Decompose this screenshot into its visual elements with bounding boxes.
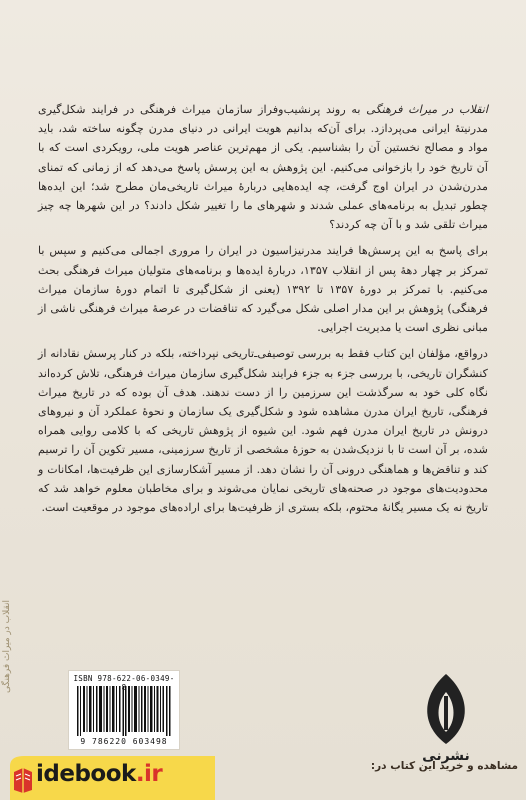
isbn-label: ISBN 978-622-06-0349- bbox=[73, 674, 175, 683]
site-tld: .ir bbox=[135, 761, 163, 787]
banner-cta-text: مشاهده و خرید این کتاب در: bbox=[370, 760, 518, 772]
site-name: idebook bbox=[36, 761, 136, 787]
paragraph-3-text: درواقع، مؤلفان این کتاب فقط به بررسی توصیفی‌ـ‌تاریخی نپرداخته، بلکه در کنار پرسش نقادانه از کنشگران تاریخی، با بررسی جزء به جزء فرایند شکل‌گیری سازمان میراث فرهنگی، تلاش کرده‌اند نگاه کلی خود به سرگذشت این سرزمین را از دست ندهند. هدف آن بوده که در تاریخ میراث فرهنگی، تاریخ ایران مدرن مشاهده شود و شکل‌گیری یک سازمان و نحوهٔ عملکرد آن و نیروهای درونش در تاریخ ایران مدرن فهم شود. این شیوه از پژوهش تاریخی که با کلامی روایی همراه شده، بر آن است تا با نزدیک‌شدن به حوزهٔ مشخصی از تاریخ سرزمینی، مسیر تکوین آن را ترسیم کند و تناقض‌ها و هماهنگی درونی آن را نشان دهد. از مسیر آشکارسازی این ظرفیت‌ها، امکانات و محدودیت‌های موجود در صحنه‌های تاریخی نمایان می‌شوند و برای مخاطبان معلوم خواهد شد که تاریخ نه یک مسیر یگانهٔ محتوم، بلکه بستری از ظرفیت‌ها برای اراده‌های موجود در موقعیت است. bbox=[38, 347, 488, 515]
paragraph-1-text: به روند پرنشیب‌وفراز سازمان میراث فرهنگی در فرایند شکل‌گیری مدرنیتهٔ ایرانی می‌پردازد. برای آن‌که بدانیم هویت ایرانی در دنیای مدرن چگونه ساخته شد، باید مواد و مصالح نخستین آن را بشناسیم. یکی از مهم‌ترین عناصر هویت ملی، رویکردی است که با آن تاریخ خود را بازخوانی می‌کنیم. این پژوهش به این پرسش پاسخ می‌دهد که از زمانی که تمنای مدرن‌شدن در ایران اوج گرفت، چه ایده‌هایی دربارهٔ میراث تاریخی‌مان مطرح شد؛ این ایده‌ها چطور تبدیل به برنامه‌های عملی شدند و شهرهای ما را تغییر شکل دادند؟ در این شهرها چه چیز میراث تلقی شد و با آن چه کردند؟ bbox=[38, 103, 488, 232]
publisher-name: نشرنی bbox=[422, 748, 470, 764]
paragraph-1 bbox=[38, 100, 488, 234]
spine-note: انقلاب در میراث فرهنگی bbox=[2, 600, 12, 694]
back-cover-description bbox=[38, 100, 488, 524]
barcode bbox=[68, 670, 180, 750]
book-title-inline: انقلاب در میراث فرهنگی bbox=[366, 103, 489, 116]
barcode-bars bbox=[77, 686, 171, 736]
paragraph-2-text: برای پاسخ به این پرسش‌ها فرایند مدرنیزاسیون در ایران را مروری اجمالی می‌کنیم و سپس با تمرکز بر چهار دههٔ پس از انقلاب ۱۳۵۷، دربارهٔ ایده‌ها و برنامه‌های متولیان میراث فرهنگی بحث می‌کنیم. با تمرکز بر دورهٔ ۱۳۵۷ تا ۱۳۹۲ (یعنی از شکل‌گیری تا اتمام دورهٔ سازمان میراث فرهنگی) پژوهش بر این مدار اصلی شکل می‌گیرد که تناقضات در عرصهٔ میراث فرهنگی ناشی از مبانی نظری است یا مدیریت اجرایی. bbox=[38, 244, 489, 335]
site-logo[interactable] bbox=[36, 761, 162, 787]
paragraph-2 bbox=[38, 241, 488, 337]
barcode-number: 9 786220 603498 bbox=[80, 737, 168, 746]
book-icon bbox=[12, 766, 34, 794]
paragraph-3 bbox=[38, 344, 488, 517]
